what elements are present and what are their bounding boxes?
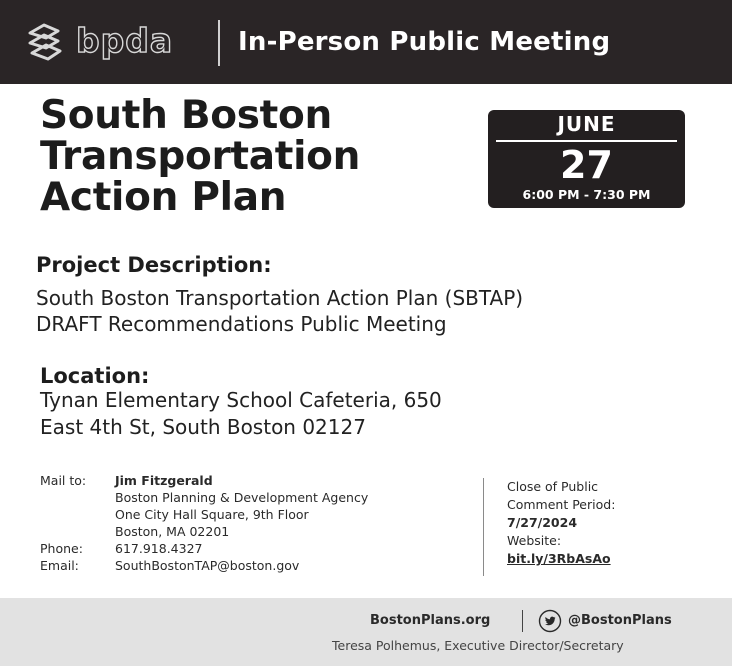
- footer-credit: Teresa Polhemus, Executive Director/Secretary: [332, 638, 624, 653]
- footer-bar: [0, 598, 732, 666]
- location-heading: Location:: [40, 364, 150, 388]
- date-badge: [488, 110, 685, 208]
- bpda-logo-icon: [22, 19, 68, 65]
- comment-close-date: 7/27/2024: [507, 515, 578, 530]
- address-line-3: Boston, MA 02201: [115, 524, 230, 539]
- project-description-line-1: South Boston Transportation Action Plan (SBTAP): [36, 286, 524, 310]
- mail-label: Mail to:: [40, 473, 87, 488]
- location-line-1: Tynan Elementary School Cafeteria, 650: [40, 388, 442, 412]
- contact-divider: [483, 478, 484, 576]
- project-description-line-2: DRAFT Recommendations Public Meeting: [36, 312, 447, 336]
- website-label: Website:: [507, 533, 562, 548]
- page-title: [40, 95, 360, 218]
- address-line-1: Boston Planning & Development Agency: [115, 490, 369, 505]
- bpda-logo-text: bpda: [76, 21, 174, 60]
- phone-label: Phone:: [40, 541, 83, 556]
- comment-line-2: Comment Period:: [507, 497, 616, 512]
- location-line-2: East 4th St, South Boston 02127: [40, 415, 366, 439]
- twitter-icon: [538, 609, 562, 633]
- title-line-2: Transportation: [40, 134, 361, 179]
- footer-site-link[interactable]: BostonPlans.org: [370, 613, 491, 628]
- header-title: In-Person Public Meeting: [238, 27, 611, 57]
- comment-period-block: [507, 478, 615, 568]
- address-line-2: One City Hall Square, 9th Floor: [115, 507, 309, 522]
- date-time: 6:00 PM - 7:30 PM: [522, 187, 651, 202]
- project-description-heading: Project Description:: [36, 253, 272, 277]
- email-address: SouthBostonTAP@boston.gov: [115, 558, 300, 573]
- header-bar: [0, 0, 732, 84]
- footer-divider: [522, 610, 523, 632]
- contact-name: Jim Fitzgerald: [115, 473, 213, 488]
- footer-twitter-handle[interactable]: @BostonPlans: [568, 613, 672, 628]
- date-day: 27: [560, 143, 613, 187]
- phone-number: 617.918.4327: [115, 541, 203, 556]
- header-divider: [218, 20, 220, 66]
- title-line-1: South Boston: [40, 93, 332, 138]
- comment-line-1: Close of Public: [507, 479, 599, 494]
- date-month: JUNE: [557, 112, 616, 136]
- date-divider: [496, 140, 677, 142]
- title-line-3: Action Plan: [40, 175, 287, 220]
- contact-block: [40, 472, 368, 574]
- email-label: Email:: [40, 558, 79, 573]
- website-link[interactable]: bit.ly/3RbAsAo: [507, 551, 611, 566]
